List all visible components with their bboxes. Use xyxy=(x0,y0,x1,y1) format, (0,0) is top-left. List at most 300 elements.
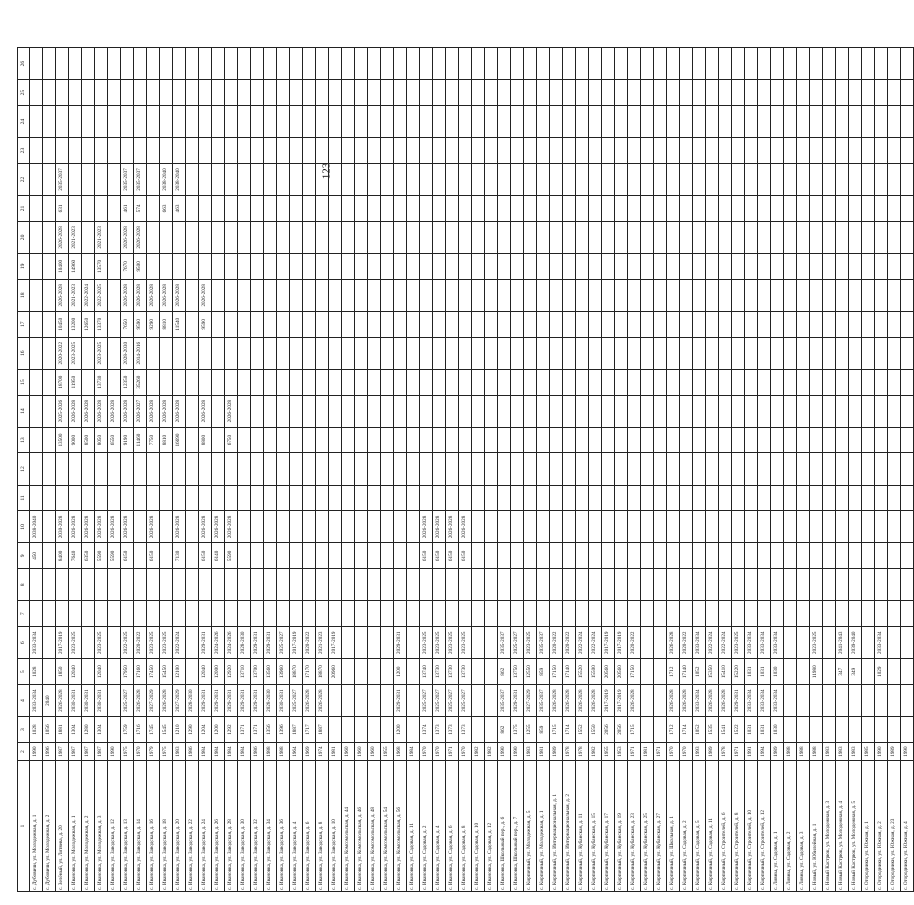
value-cell: 2017-2019 xyxy=(615,627,628,659)
table-row xyxy=(771,48,784,892)
value-cell xyxy=(641,369,654,395)
value-cell xyxy=(316,395,329,427)
value-cell xyxy=(56,601,69,627)
value-cell xyxy=(641,138,654,164)
value-cell xyxy=(797,369,810,395)
value-cell xyxy=(303,369,316,395)
value-cell xyxy=(771,48,784,80)
value-cell xyxy=(810,105,823,137)
value-cell xyxy=(498,279,511,311)
value-cell xyxy=(615,311,628,337)
value-cell xyxy=(862,569,875,601)
table-row xyxy=(446,48,459,892)
value-cell xyxy=(810,163,823,195)
header-cell: 4 xyxy=(18,685,30,717)
value-cell xyxy=(888,627,901,659)
value-cell xyxy=(420,221,433,253)
value-cell xyxy=(693,163,706,195)
value-cell xyxy=(576,311,589,337)
value-cell xyxy=(316,48,329,80)
value-cell xyxy=(108,659,121,685)
value-cell xyxy=(30,569,43,601)
address-cell: с. Кирпичный, ул. Молодежная, д. 1 xyxy=(537,761,550,892)
value-cell xyxy=(147,138,160,164)
value-cell: 15520 xyxy=(576,659,589,685)
value-cell xyxy=(446,337,459,369)
value-cell: 13370 xyxy=(95,311,108,337)
value-cell xyxy=(303,80,316,106)
value-cell xyxy=(563,543,576,569)
value-cell: 8810 xyxy=(160,311,173,337)
value-cell xyxy=(368,453,381,485)
value-cell xyxy=(706,569,719,601)
value-cell xyxy=(43,627,56,659)
value-cell xyxy=(355,311,368,337)
value-cell xyxy=(212,138,225,164)
value-cell xyxy=(56,80,69,106)
value-cell xyxy=(628,569,641,601)
address-cell: с. Ивановка, ул. Комсомольская, д. 46 xyxy=(355,761,368,892)
value-cell: 5590 xyxy=(225,543,238,569)
value-cell xyxy=(537,279,550,311)
value-cell xyxy=(771,453,784,485)
value-cell xyxy=(433,48,446,80)
value-cell xyxy=(186,511,199,543)
value-cell xyxy=(732,279,745,311)
table-row xyxy=(121,48,134,892)
value-cell xyxy=(641,543,654,569)
value-cell xyxy=(901,337,914,369)
value-cell xyxy=(810,395,823,427)
value-cell xyxy=(303,601,316,627)
value-cell: 2020-2022 xyxy=(563,627,576,659)
value-cell xyxy=(732,337,745,369)
address-cell: с. Дубовичи, ул. Молодежная, д. 2 xyxy=(43,761,56,892)
value-cell: 1987 xyxy=(69,742,82,760)
value-cell xyxy=(550,427,563,453)
value-cell xyxy=(615,196,628,222)
value-cell xyxy=(823,627,836,659)
value-cell xyxy=(888,543,901,569)
value-cell xyxy=(680,311,693,337)
value-cell xyxy=(602,453,615,485)
value-cell: 1979 xyxy=(147,742,160,760)
value-cell: 1988 xyxy=(784,742,797,760)
value-cell: 1373 xyxy=(433,717,446,743)
value-cell xyxy=(810,138,823,164)
value-cell xyxy=(797,627,810,659)
value-cell xyxy=(381,453,394,485)
value-cell xyxy=(407,80,420,106)
value-cell xyxy=(784,627,797,659)
value-cell xyxy=(719,543,732,569)
value-cell xyxy=(771,221,784,253)
value-cell xyxy=(758,105,771,137)
value-cell: 2026-2028 xyxy=(56,685,69,717)
value-cell xyxy=(758,279,771,311)
table-row xyxy=(30,48,43,892)
value-cell xyxy=(654,196,667,222)
value-cell: 18870 xyxy=(316,659,329,685)
value-cell xyxy=(381,138,394,164)
value-cell xyxy=(199,80,212,106)
value-cell xyxy=(667,543,680,569)
value-cell xyxy=(342,163,355,195)
value-cell: 2039-2040 xyxy=(849,627,862,659)
table-row xyxy=(680,48,693,892)
value-cell xyxy=(173,221,186,253)
value-cell: 2025-2027 xyxy=(446,685,459,717)
value-cell xyxy=(303,337,316,369)
value-cell xyxy=(758,80,771,106)
value-cell xyxy=(329,105,342,137)
value-cell: 2035-2037 xyxy=(537,685,550,717)
value-cell xyxy=(355,279,368,311)
value-cell xyxy=(108,337,121,369)
value-cell xyxy=(797,427,810,453)
value-cell xyxy=(875,485,888,511)
value-cell xyxy=(784,511,797,543)
value-cell xyxy=(745,569,758,601)
value-cell: 2026-2028 xyxy=(82,395,95,427)
address-cell: с. Ивановка, ул. Заводская, д. 16 xyxy=(147,761,160,892)
value-cell: 2029-2031 xyxy=(199,627,212,659)
value-cell xyxy=(329,221,342,253)
value-cell xyxy=(797,659,810,685)
value-cell xyxy=(836,221,849,253)
value-cell xyxy=(329,48,342,80)
value-cell xyxy=(368,601,381,627)
value-cell xyxy=(576,221,589,253)
value-cell: 12040 xyxy=(95,659,108,685)
value-cell xyxy=(784,453,797,485)
value-cell xyxy=(862,80,875,106)
value-cell: 1717 xyxy=(303,717,316,743)
value-cell xyxy=(706,485,719,511)
value-cell xyxy=(680,543,693,569)
header-cell: 7 xyxy=(18,601,30,627)
header-cell: 24 xyxy=(18,105,30,137)
value-cell xyxy=(485,395,498,427)
value-cell xyxy=(251,105,264,137)
value-cell: 2024-2026 xyxy=(225,627,238,659)
value-cell: 6150 xyxy=(433,543,446,569)
value-cell: 1714 xyxy=(680,717,693,743)
value-cell xyxy=(901,311,914,337)
value-cell: 2033-2034 xyxy=(693,685,706,717)
value-cell xyxy=(498,48,511,80)
value-cell xyxy=(95,485,108,511)
value-cell xyxy=(238,105,251,137)
value-cell xyxy=(706,601,719,627)
value-cell xyxy=(719,453,732,485)
value-cell: 13750 xyxy=(511,659,524,685)
value-cell xyxy=(602,337,615,369)
value-cell xyxy=(693,337,706,369)
value-cell xyxy=(758,395,771,427)
value-cell: 1373 xyxy=(446,717,459,743)
value-cell: 1970 xyxy=(667,742,680,760)
value-cell xyxy=(238,485,251,511)
value-cell xyxy=(888,311,901,337)
value-cell: 2023-2025 xyxy=(420,627,433,659)
value-cell xyxy=(472,138,485,164)
value-cell xyxy=(238,395,251,427)
value-cell xyxy=(654,311,667,337)
value-cell: 347 xyxy=(836,659,849,685)
value-cell xyxy=(368,196,381,222)
value-cell xyxy=(251,80,264,106)
value-cell: 2023-2025 xyxy=(160,627,173,659)
value-cell xyxy=(290,80,303,106)
table-row xyxy=(251,48,264,892)
value-cell: 6350 xyxy=(82,543,95,569)
value-cell xyxy=(485,601,498,627)
value-cell xyxy=(368,369,381,395)
value-cell: 20960 xyxy=(329,659,342,685)
value-cell xyxy=(433,311,446,337)
value-cell xyxy=(654,48,667,80)
value-cell: 2020-2022 xyxy=(303,627,316,659)
value-cell xyxy=(394,453,407,485)
value-cell xyxy=(381,196,394,222)
header-cell: 23 xyxy=(18,138,30,164)
value-cell xyxy=(485,685,498,717)
value-cell xyxy=(43,569,56,601)
value-cell xyxy=(290,279,303,311)
value-cell xyxy=(459,485,472,511)
value-cell xyxy=(160,337,173,369)
value-cell xyxy=(173,601,186,627)
value-cell xyxy=(459,369,472,395)
value-cell xyxy=(862,717,875,743)
value-cell xyxy=(511,511,524,543)
value-cell: 12040 xyxy=(199,659,212,685)
value-cell xyxy=(732,138,745,164)
value-cell xyxy=(680,453,693,485)
value-cell xyxy=(290,138,303,164)
value-cell xyxy=(173,253,186,279)
value-cell xyxy=(199,369,212,395)
value-cell xyxy=(121,80,134,106)
value-cell xyxy=(108,685,121,717)
value-cell xyxy=(459,337,472,369)
table-row xyxy=(355,48,368,892)
value-cell: 2027-2029 xyxy=(147,685,160,717)
value-cell xyxy=(537,253,550,279)
value-cell xyxy=(381,543,394,569)
value-cell xyxy=(862,163,875,195)
value-cell xyxy=(290,253,303,279)
value-cell: 2026-2028 xyxy=(446,511,459,543)
value-cell xyxy=(186,163,199,195)
value-cell xyxy=(576,601,589,627)
value-cell xyxy=(524,569,537,601)
value-cell xyxy=(654,105,667,137)
value-cell xyxy=(758,485,771,511)
value-cell xyxy=(498,395,511,427)
value-cell xyxy=(537,80,550,106)
value-cell xyxy=(212,221,225,253)
value-cell xyxy=(485,627,498,659)
value-cell xyxy=(225,311,238,337)
value-cell xyxy=(56,485,69,511)
value-cell xyxy=(602,105,615,137)
value-cell xyxy=(654,685,667,717)
address-cell: с. Ивановка, ул. Комсомольская, д. 56 xyxy=(394,761,407,892)
value-cell xyxy=(342,105,355,137)
value-cell xyxy=(901,427,914,453)
value-cell xyxy=(836,717,849,743)
value-cell: 1970 xyxy=(433,742,446,760)
value-cell xyxy=(823,196,836,222)
value-cell xyxy=(238,48,251,80)
value-cell: 2035-2037 xyxy=(537,627,550,659)
value-cell xyxy=(134,601,147,627)
value-cell xyxy=(589,196,602,222)
value-cell xyxy=(472,163,485,195)
value-cell: 1968 xyxy=(394,742,407,760)
value-cell xyxy=(550,369,563,395)
value-cell: 2026-2028 xyxy=(667,627,680,659)
value-cell xyxy=(550,80,563,106)
value-cell: 1984 xyxy=(407,742,420,760)
value-cell xyxy=(134,138,147,164)
value-cell: 1210 xyxy=(173,717,186,743)
value-cell xyxy=(329,196,342,222)
value-cell xyxy=(238,543,251,569)
value-cell xyxy=(628,253,641,279)
value-cell xyxy=(810,48,823,80)
value-cell xyxy=(771,279,784,311)
value-cell xyxy=(524,105,537,137)
value-cell xyxy=(849,163,862,195)
value-cell: 12350 xyxy=(121,369,134,395)
value-cell xyxy=(758,311,771,337)
value-cell xyxy=(173,337,186,369)
value-cell xyxy=(836,601,849,627)
value-cell: 1028 xyxy=(30,659,43,685)
value-cell xyxy=(43,601,56,627)
value-cell xyxy=(43,80,56,106)
value-cell xyxy=(433,369,446,395)
value-cell xyxy=(550,163,563,195)
value-cell xyxy=(160,80,173,106)
value-cell: 2020-2022 xyxy=(628,627,641,659)
value-cell xyxy=(355,453,368,485)
value-cell xyxy=(849,453,862,485)
value-cell xyxy=(108,627,121,659)
value-cell xyxy=(251,311,264,337)
value-cell xyxy=(212,48,225,80)
value-cell xyxy=(732,369,745,395)
value-cell: 2029-2031 xyxy=(251,627,264,659)
table-row xyxy=(784,48,797,892)
value-cell xyxy=(329,138,342,164)
value-cell xyxy=(823,427,836,453)
value-cell: 2026-2028 xyxy=(433,511,446,543)
value-cell xyxy=(342,569,355,601)
value-cell xyxy=(30,163,43,195)
table-row xyxy=(277,48,290,892)
value-cell xyxy=(875,569,888,601)
value-cell xyxy=(329,369,342,395)
value-cell: 1984 xyxy=(199,742,212,760)
value-cell xyxy=(667,221,680,253)
value-cell: 1028 xyxy=(30,717,43,743)
value-cell: 2026-2028 xyxy=(199,279,212,311)
value-cell xyxy=(420,279,433,311)
value-cell xyxy=(680,48,693,80)
value-cell xyxy=(615,221,628,253)
value-cell xyxy=(615,253,628,279)
value-cell: 2026-2028 xyxy=(459,511,472,543)
header-cell: 21 xyxy=(18,196,30,222)
value-cell: 2023-2025 xyxy=(446,627,459,659)
value-cell xyxy=(719,485,732,511)
value-cell: 1881 xyxy=(56,717,69,743)
value-cell: 7640 xyxy=(69,543,82,569)
value-cell xyxy=(433,221,446,253)
value-cell xyxy=(810,453,823,485)
value-cell xyxy=(472,717,485,743)
value-cell xyxy=(797,138,810,164)
address-cell: с. Огородники, ул. Южная, д. 23 xyxy=(888,761,901,892)
value-cell xyxy=(654,221,667,253)
value-cell xyxy=(628,221,641,253)
value-cell: 1374 xyxy=(420,717,433,743)
value-cell xyxy=(615,485,628,511)
value-cell xyxy=(524,279,537,311)
value-cell xyxy=(30,80,43,106)
value-cell xyxy=(368,253,381,279)
value-cell: 9590 xyxy=(199,311,212,337)
value-cell: 1981 xyxy=(641,742,654,760)
value-cell xyxy=(823,395,836,427)
value-cell xyxy=(264,543,277,569)
value-cell: 6750 xyxy=(225,427,238,453)
value-cell xyxy=(524,48,537,80)
value-cell: 17950 xyxy=(121,659,134,685)
value-cell xyxy=(108,48,121,80)
value-cell xyxy=(186,601,199,627)
value-cell xyxy=(862,395,875,427)
value-cell xyxy=(875,601,888,627)
value-cell: 461 xyxy=(121,196,134,222)
value-cell xyxy=(498,80,511,106)
value-cell: 2026-2028 xyxy=(121,395,134,427)
value-cell xyxy=(615,163,628,195)
value-cell: 6150 xyxy=(147,543,160,569)
value-cell xyxy=(290,337,303,369)
value-cell xyxy=(459,601,472,627)
value-cell xyxy=(862,279,875,311)
value-cell: 2017-2019 xyxy=(290,627,303,659)
value-cell: 2033-2034 xyxy=(30,685,43,717)
value-cell xyxy=(524,485,537,511)
value-cell: 2028-2030 xyxy=(238,627,251,659)
value-cell xyxy=(537,453,550,485)
value-cell xyxy=(615,395,628,427)
value-cell: 1204 xyxy=(199,717,212,743)
value-cell: 9290 xyxy=(147,311,160,337)
value-cell xyxy=(43,659,56,685)
value-cell xyxy=(693,511,706,543)
table-row xyxy=(641,48,654,892)
value-cell xyxy=(316,511,329,543)
address-cell: с. Ивановка, ул. Садовая, д. 10 xyxy=(472,761,485,892)
value-cell xyxy=(524,427,537,453)
